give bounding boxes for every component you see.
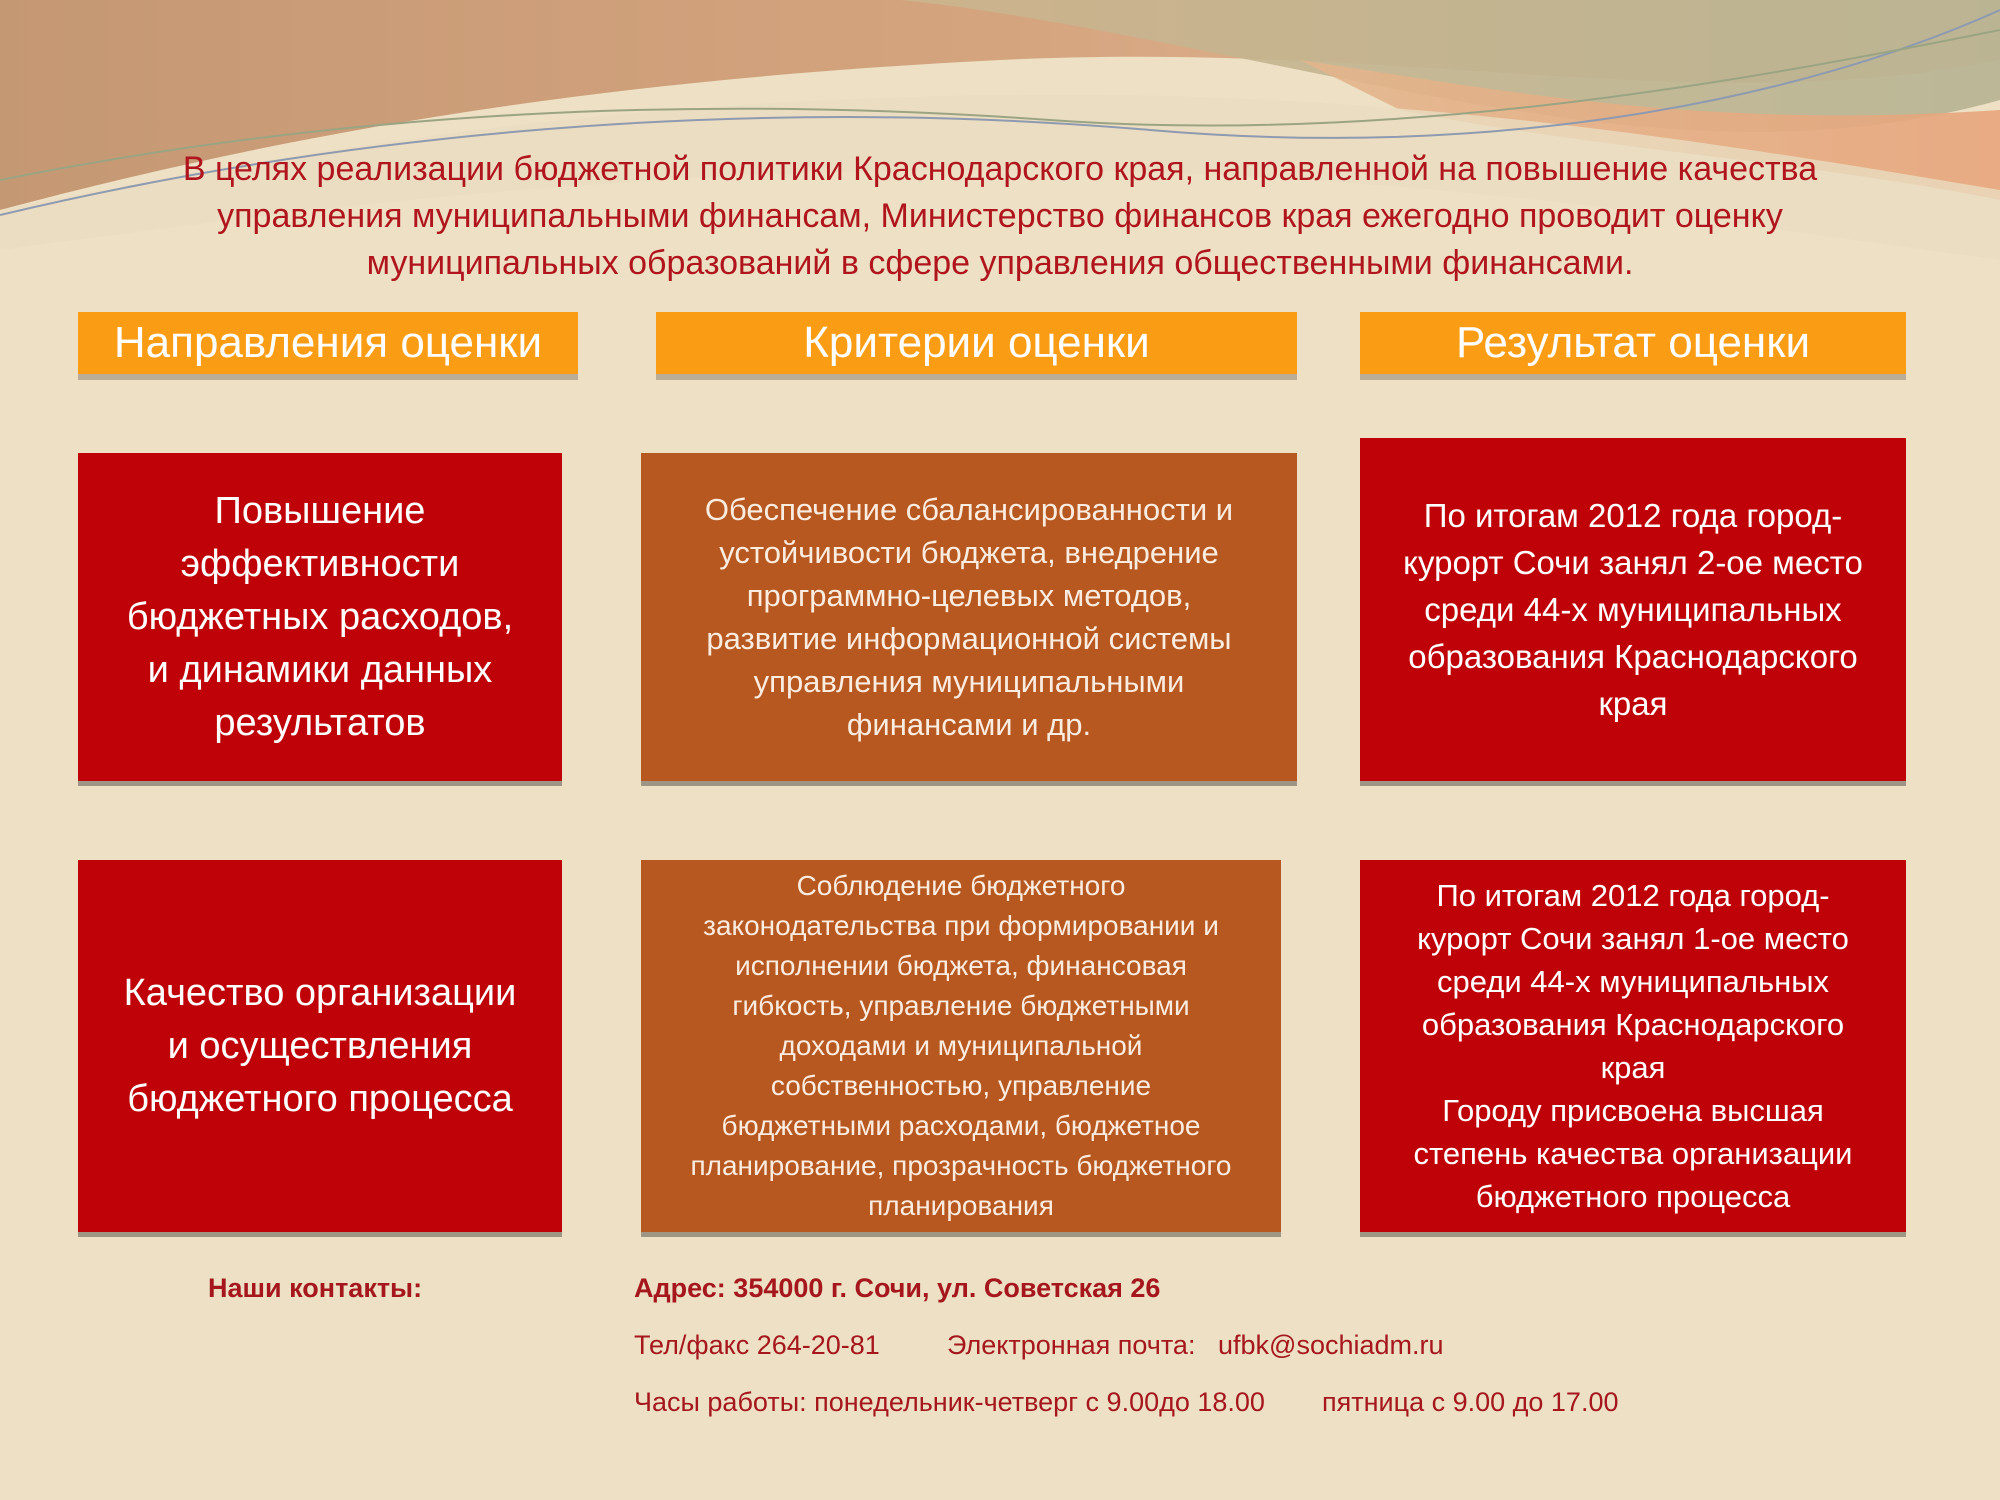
intro-line: муниципальных образований в сфере управления общественными финансами. (366, 244, 1634, 282)
box-line: курорт Сочи занял 1-ое место (1417, 921, 1849, 956)
box-line: курорт Сочи занял 2-ое место (1403, 544, 1863, 581)
criteria-box-2 (641, 860, 1281, 1232)
header-result: Результат оценки (1360, 312, 1906, 374)
intro-line: управления муниципальными финансам, Министерство финансов края ежегодно проводит оценку (217, 197, 1783, 235)
box-line: бюджетных расходов, (126, 595, 514, 638)
intro-line: В целях реализации бюджетной политики Краснодарского края, направленной на повышение качества (182, 150, 1818, 188)
contacts-email-link[interactable]: ufbk@sochiadm.ru (1218, 1330, 1444, 1360)
box-line: устойчивости бюджета, внедрение (719, 535, 1219, 570)
box-line: края (1600, 1050, 1666, 1085)
box-line: эффективности (180, 542, 460, 585)
header-directions: Направления оценки (78, 312, 578, 374)
box-line: По итогам 2012 года город- (1423, 497, 1843, 534)
box-line: бюджетного процесса (127, 1077, 513, 1120)
box-line: планирование, прозрачность бюджетного (690, 1150, 1232, 1181)
direction-box-1 (78, 453, 562, 781)
contacts-address: Адрес: 354000 г. Сочи, ул. Советская 26 (634, 1273, 1161, 1303)
box-line: результатов (214, 701, 426, 744)
contacts-email-label: Электронная почта: (947, 1330, 1196, 1360)
box-line: среди 44-х муниципальных (1436, 964, 1830, 999)
box-line: исполнении бюджета, финансовая (735, 950, 1187, 981)
contacts-phone: Тел/факс 264-20-81 (634, 1330, 880, 1360)
intro-paragraph (120, 146, 1880, 287)
box-line: законодательства при формировании и (703, 910, 1219, 941)
box-line: образования Краснодарского (1421, 1007, 1845, 1042)
direction-box-2 (78, 860, 562, 1232)
box-line: гибкость, управление бюджетными (732, 990, 1190, 1021)
box-line: образования Краснодарского (1408, 638, 1858, 675)
box-line: и осуществления (167, 1024, 473, 1067)
contacts-label: Наши контакты: (208, 1273, 423, 1303)
result-box-2 (1360, 860, 1906, 1232)
box-line: собственностью, управление (770, 1070, 1152, 1101)
box-line: Повышение (214, 489, 426, 532)
box-line: Обеспечение сбалансированности и (704, 492, 1234, 527)
contacts-friday-hours: пятница с 9.00 до 17.00 (1322, 1387, 1619, 1417)
box-line: бюджетными расходами, бюджетное (721, 1110, 1201, 1141)
box-line: Городу присвоена высшая (1442, 1093, 1824, 1128)
box-line: По итогам 2012 года город- (1436, 878, 1830, 913)
box-line: бюджетного процесса (1475, 1179, 1791, 1214)
box-line: программно-целевых методов, (746, 578, 1192, 613)
box-line: управления муниципальными (753, 664, 1185, 699)
contacts-hours: Часы работы: понедельник-четверг с 9.00до 18.00 (634, 1387, 1265, 1417)
box-line: развитие информационной системы (706, 621, 1232, 656)
box-line: финансами и др. (846, 707, 1092, 742)
criteria-box-1 (641, 453, 1297, 781)
box-line: планирования (868, 1190, 1054, 1221)
header-criteria: Критерии оценки (656, 312, 1297, 374)
box-line: среди 44-х муниципальных (1424, 591, 1842, 628)
result-box-1 (1360, 438, 1906, 781)
box-line: степень качества организации (1413, 1136, 1853, 1171)
box-line: доходами и муниципальной (779, 1030, 1143, 1061)
box-line: Качество организации (123, 971, 517, 1014)
box-line: Соблюдение бюджетного (796, 870, 1126, 901)
box-line: края (1598, 685, 1668, 722)
box-line: и динамики данных (147, 648, 493, 691)
